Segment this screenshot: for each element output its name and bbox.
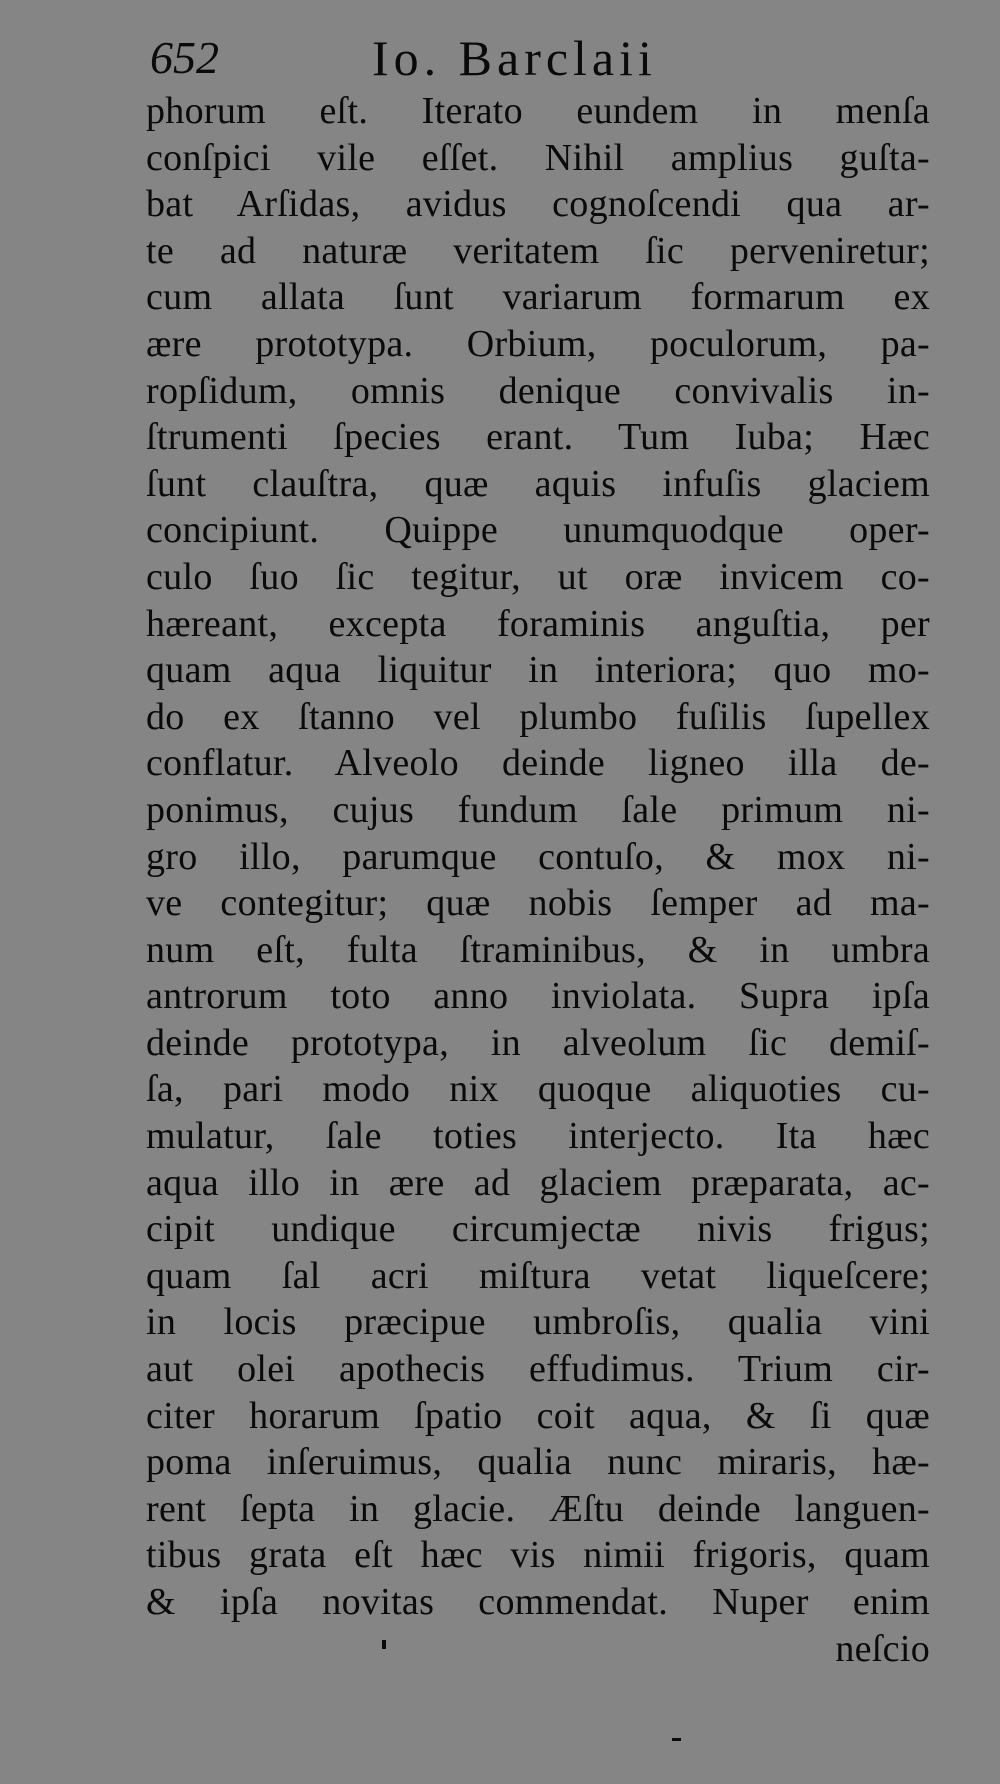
text-line: poma inſeruimus, qualia nunc miraris, hæ- (146, 1441, 930, 1484)
text-line: antrorum toto anno inviolata. Supra ipſa (146, 975, 930, 1018)
text-line: ropſidum, omnis denique convivalis in- (146, 369, 930, 412)
text-line: gro illo, parumque contuſo, & mox ni- (146, 835, 930, 878)
ink-speck (382, 1640, 386, 1649)
text-line: conflatur. Alveolo deinde ligneo illa de- (146, 742, 930, 785)
text-line: deinde prototypa, in alveolum ſic demiſ- (146, 1021, 930, 1064)
text-line: num eſt, fulta ſtraminibus, & in umbra (146, 928, 930, 971)
text-line: bat Arſidas, avidus cognoſcendi qua ar- (146, 183, 930, 226)
text-line: ponimus, cujus fundum ſale primum ni- (146, 788, 930, 831)
text-line: culo ſuo ſic tegitur, ut oræ invicem co- (146, 555, 930, 598)
ink-speck (672, 1738, 681, 1741)
text-line: do ex ſtanno vel plumbo fuſilis ſupellex (146, 695, 930, 738)
text-line: quam ſal acri miſtura vetat liqueſcere; (146, 1254, 930, 1297)
text-line: in locis præcipue umbroſis, qualia vini (146, 1301, 930, 1344)
text-line: hæreant, excepta foraminis anguſtia, per (146, 602, 930, 645)
text-line: phorum eſt. Iterato eundem in menſa (146, 90, 930, 132)
text-line: ve contegitur; quæ nobis ſemper ad ma- (146, 882, 930, 925)
page-number: 652 (150, 32, 219, 83)
text-line: te ad naturæ veritatem ſic perveniretur; (146, 229, 930, 272)
text-line: quam aqua liquitur in interiora; quo mo- (146, 649, 930, 692)
text-line: ære prototypa. Orbium, poculorum, pa- (146, 322, 930, 365)
catchword: neſcio (835, 1627, 930, 1670)
body-text (146, 88, 930, 1672)
text-line: ſa, pari modo nix quoque aliquoties cu- (146, 1068, 930, 1111)
text-line: tibus grata eſt hæc vis nimii frigoris, quam (146, 1534, 930, 1577)
text-line: aut olei apothecis effudimus. Trium cir- (146, 1348, 930, 1391)
page-header (150, 28, 770, 88)
text-line: cipit undique circumjectæ nivis frigus; (146, 1208, 930, 1251)
text-line: cum allata ſunt variarum formarum ex (146, 276, 930, 319)
text-line: concipiunt. Quippe unumquodque oper- (146, 509, 930, 552)
text-line: aqua illo in ære ad glaciem præparata, ac- (146, 1161, 930, 1204)
text-line: rent ſepta in glacie. Æſtu deinde languen- (146, 1487, 930, 1530)
text-line: citer horarum ſpatio coit aqua, & ſi quæ (146, 1394, 930, 1437)
text-line: conſpici vile eſſet. Nihil amplius guſta- (146, 136, 930, 179)
text-line: mulatur, ſale toties interjecto. Ita hæc (146, 1115, 930, 1158)
text-line: ſtrumenti ſpecies erant. Tum Iuba; Hæc (146, 416, 930, 459)
text-line: ſunt clauſtra, quæ aquis infuſis glaciem (146, 462, 930, 505)
text-line: & ipſa novitas commendat. Nuper enim (146, 1581, 930, 1623)
running-head: Io. Barclaii (372, 30, 657, 86)
